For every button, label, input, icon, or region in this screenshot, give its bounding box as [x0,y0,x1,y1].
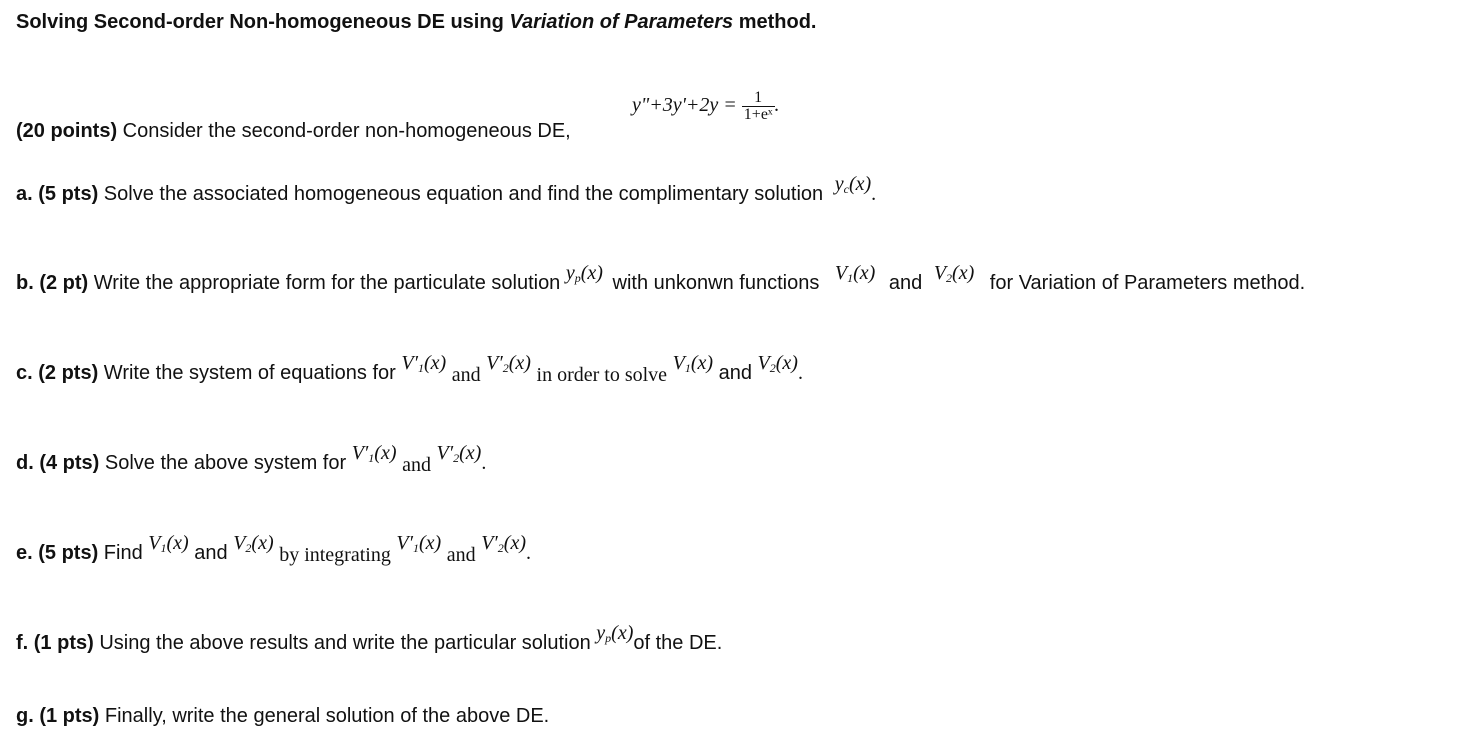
equation-fraction [742,90,775,123]
math-v1: $V_1(x)$ [672,352,714,375]
part-a: a. (5 pts) Solve the associated homogeneous equation and find the complimentary solution $y_c(x)$. [16,173,877,205]
part-b-text2: with unkonwn functions [612,272,820,294]
part-e-mid: by integrating [279,544,391,566]
part-f [16,622,723,656]
part-b-text1: Write the appropriate form for the particulate solution [88,272,561,294]
part-d: d. (4 pts) Solve the above system for $V'_1(x)$ and $V'_2(x)$. [16,442,487,476]
part-c-and1: and [451,364,481,386]
part-d-and: and [402,454,431,476]
part-c-mid: in order to solve [536,364,668,386]
math-v2-prime: $V'_2(x)$ [481,532,526,555]
part-g-text1: Finally, write the general solution of the above DE. [99,705,550,727]
math-v2-prime: $V'_2(x)$ [486,352,531,375]
part-e-text1: Find [98,542,143,564]
math-v2: $V_2(x)$ [233,532,274,555]
part-b-and: and [888,272,923,294]
math-v1-prime: $V'_1(x)$ [396,532,442,555]
part-a-label: a. (5 pts) [16,183,99,205]
math-v1: $V_1(x)$ [834,262,876,285]
part-c-and2: and [718,362,752,384]
part-b [16,262,1306,296]
part-g [16,705,549,728]
math-v2: $V_2(x)$ [757,352,798,375]
part-f-text1: Using the above results and write the particular solution [93,632,591,654]
intro-text: Consider the second-order non-homogeneous DE, [117,120,571,142]
math-v2: $V_2(x)$ [933,262,975,285]
math-v1-prime: $V'_1(x)$ [401,352,447,375]
title-emphasis: Variation of Parameters [509,11,734,33]
math-v2-prime: $V'_2(x)$ [436,442,482,465]
part-d-label: d. (4 pts) [16,452,100,474]
equation-denominator: 1+eˣ [743,106,773,123]
equation-numerator: 1 [742,90,775,107]
math-yp: $y_p(x)$ [565,262,603,285]
intro-line [16,120,571,143]
equation-lhs: y"+3y'+2y = [632,94,737,117]
math-v1-prime: $V'_1(x)$ [351,442,397,465]
part-e-and1: and [194,542,228,564]
part-f-label: f. (1 pts) [16,632,94,654]
page-title [16,11,817,34]
math-yp: $y_p(x)$ [596,622,634,645]
part-c-label: c. (2 pts) [16,362,99,384]
part-e-and2: and [446,544,476,566]
part-d-text1: Solve the above system for [99,452,347,474]
intro-points: (20 points) [16,120,118,142]
part-b-label: b. (2 pt) [16,272,89,294]
part-e-label: e. (5 pts) [16,542,99,564]
part-f-text2: of the DE. [633,632,723,654]
equation-tail: . [774,94,780,117]
part-c-text1: Write the system of equations for [98,362,396,384]
part-e: e. (5 pts) Find $V_1(x)$ and $V_2(x)$ by integrating $V'_1(x)$ and $V'_2(x)$. [16,532,531,566]
differential-equation [632,90,780,123]
title-prefix: Solving Second-order Non-homogeneous DE using [16,11,510,33]
part-c: c. (2 pts) Write the system of equations for $V'_1(x)$ and $V'_2(x)$ in order to solve $V_1(x)$ and $V_2(x)$. [16,352,803,386]
part-a-text: Solve the associated homogeneous equation and find the complimentary solution [98,183,824,205]
math-yc: $y_c(x)$ [834,173,872,196]
math-v1: $V_1(x)$ [148,532,189,555]
part-g-label: g. (1 pts) [16,705,100,727]
title-suffix: method. [733,11,817,33]
part-b-text3: for Variation of Parameters method. [989,272,1306,294]
